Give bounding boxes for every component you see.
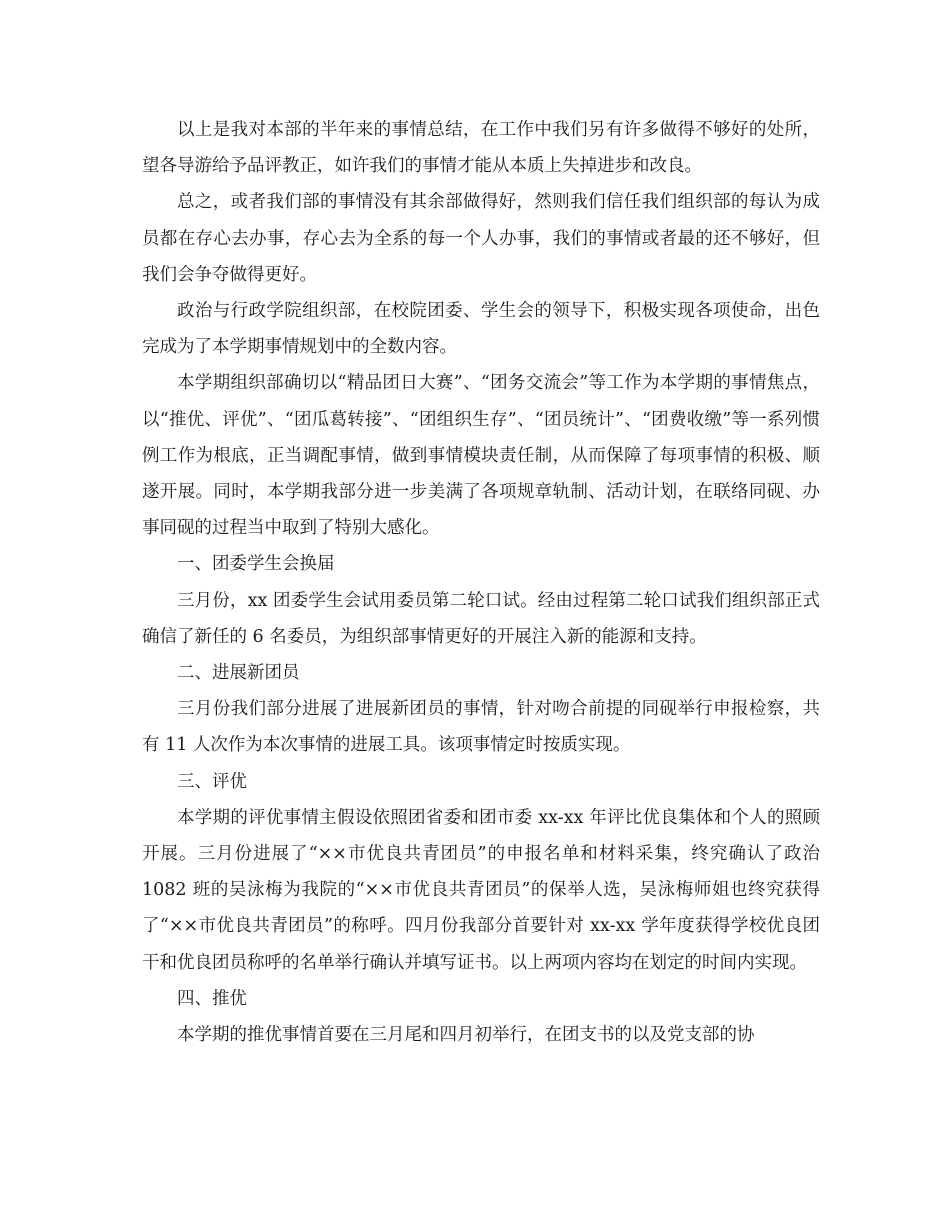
section-heading: 四、推优 <box>177 988 247 1009</box>
paragraph: 政治与行政学院组织部，在校院团委、学生会的领导下，积极实现各项使命，出色完成为了本学期事情规划中的全数内容。 <box>142 301 820 358</box>
section-heading: 二、进展新团员 <box>177 663 300 684</box>
paragraph: 本学期的评优事情主假设依照团省委和团市委 xx-xx 年评比优良集体和个人的照顾开展。三月份进展了“××市优良共青团员”的申报名单和材料采集，终究确认了政治 1082 班的吴泳梅为我院的“××市优良共青团员”的保举人选，吴泳梅师姐也终究获得了“××市优良共青团员”的称呼。四月份我部分首要针对 xx-xx 学年度获得学校优良团干和优良团员称呼的名单举行确认并填写证书。以上两项内容均在划定的时间内实现。 <box>142 807 820 973</box>
section-heading: 三、评优 <box>177 771 247 792</box>
paragraph: 三月份我们部分进展了进展新团员的事情，针对吻合前提的同砚举行申报检察，共有 11 人次作为本次事情的进展工具。该项事情定时按质实现。 <box>142 699 820 756</box>
paragraph: 三月份，xx 团委学生会试用委员第二轮口试。经由过程第二轮口试我们组织部正式确信了新任的 6 名委员，为组织部事情更好的开展注入新的能源和支持。 <box>142 590 820 647</box>
paragraph: 本学期组织部确切以“精品团日大赛”、“团务交流会”等工作为本学期的事情焦点，以“推优、评优”、“团瓜葛转接”、“团组织生存”、“团员统计”、“团费收缴”等一系列惯例工作为根底，正当调配事情，做到事情模块责任制，从而保障了每项事情的积极、顺遂开展。同时，本学期我部分进一步美满了各项规章轨制、活动计划，在联络同砚、办事同砚的过程当中取到了特别大感化。 <box>142 373 820 539</box>
paragraph: 总之，或者我们部的事情没有其余部做得好，然则我们信任我们组织部的每认为成员都在存心去办事，存心去为全系的每一个人办事，我们的事情或者最的还不够好，但我们会争夺做得更好。 <box>142 192 820 285</box>
paragraph: 本学期的推优事情首要在三月尾和四月初举行，在团支书的以及党支部的协 <box>177 1025 755 1046</box>
document-body <box>142 112 820 1053</box>
section-heading: 一、团委学生会换届 <box>177 554 335 575</box>
paragraph: 以上是我对本部的半年来的事情总结，在工作中我们另有许多做得不够好的处所，望各导游给予品评教正，如许我们的事情才能从本质上失掉进步和改良。 <box>142 120 820 177</box>
